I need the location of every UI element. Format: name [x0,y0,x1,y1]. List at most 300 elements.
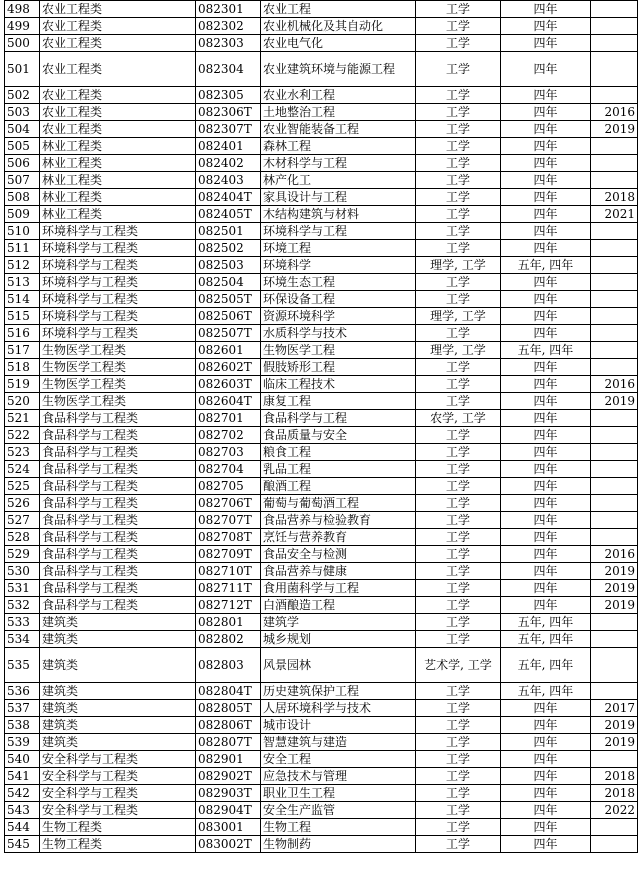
degree-cell: 工学 [416,444,501,461]
duration-cell: 四年 [501,376,591,393]
duration-cell: 四年 [501,87,591,104]
major-code-cell: 083001 [196,819,261,836]
degree-cell: 工学 [416,121,501,138]
duration-cell: 五年, 四年 [501,631,591,648]
year-added-cell [591,1,638,18]
major-name-cell: 农业工程 [261,1,416,18]
year-added-cell [591,836,638,853]
category-cell: 食品科学与工程类 [40,529,196,546]
major-code-cell: 082704 [196,461,261,478]
duration-cell: 五年, 四年 [501,648,591,683]
table-row [5,529,638,546]
degree-cell: 工学 [416,836,501,853]
major-name-cell: 职业卫生工程 [261,785,416,802]
duration-cell: 四年 [501,410,591,427]
degree-cell: 工学 [416,18,501,35]
category-cell: 食品科学与工程类 [40,563,196,580]
category-cell: 生物医学工程类 [40,393,196,410]
row-index: 508 [5,189,40,206]
row-index: 516 [5,325,40,342]
degree-cell: 工学 [416,240,501,257]
row-index: 524 [5,461,40,478]
category-cell: 建筑类 [40,700,196,717]
major-name-cell: 农业建筑环境与能源工程 [261,52,416,87]
row-index: 504 [5,121,40,138]
category-cell: 食品科学与工程类 [40,495,196,512]
year-added-cell [591,819,638,836]
category-cell: 食品科学与工程类 [40,461,196,478]
year-added-cell: 2016 [591,546,638,563]
major-name-cell: 环境科学与工程 [261,223,416,240]
table-row [5,240,638,257]
category-cell: 生物医学工程类 [40,342,196,359]
degree-cell: 理学, 工学 [416,342,501,359]
major-name-cell: 历史建筑保护工程 [261,683,416,700]
degree-cell: 工学 [416,580,501,597]
category-cell: 食品科学与工程类 [40,580,196,597]
table-row [5,359,638,376]
major-name-cell: 生物制药 [261,836,416,853]
year-added-cell [591,359,638,376]
row-index: 525 [5,478,40,495]
category-cell: 食品科学与工程类 [40,410,196,427]
major-name-cell: 城市设计 [261,717,416,734]
row-index: 507 [5,172,40,189]
row-index: 532 [5,597,40,614]
year-added-cell [591,427,638,444]
major-code-cell: 082903T [196,785,261,802]
year-added-cell [591,631,638,648]
category-cell: 农业工程类 [40,35,196,52]
major-name-cell: 风景园林 [261,648,416,683]
major-name-cell: 水质科学与技术 [261,325,416,342]
year-added-cell [591,87,638,104]
duration-cell: 四年 [501,563,591,580]
table-row [5,18,638,35]
degree-cell: 工学 [416,325,501,342]
major-code-cell: 082503 [196,257,261,274]
degree-cell: 工学 [416,104,501,121]
table-row [5,700,638,717]
duration-cell: 四年 [501,785,591,802]
duration-cell: 四年 [501,291,591,308]
major-code-cell: 082603T [196,376,261,393]
table-row [5,819,638,836]
degree-cell: 工学 [416,631,501,648]
table-row [5,172,638,189]
duration-cell: 五年, 四年 [501,683,591,700]
duration-cell: 四年 [501,325,591,342]
major-code-cell: 082306T [196,104,261,121]
degree-cell: 工学 [416,512,501,529]
duration-cell: 四年 [501,546,591,563]
table-row [5,155,638,172]
degree-cell: 工学 [416,223,501,240]
category-cell: 农业工程类 [40,1,196,18]
category-cell: 林业工程类 [40,206,196,223]
major-name-cell: 智慧建筑与建造 [261,734,416,751]
degree-cell: 工学 [416,768,501,785]
category-cell: 建筑类 [40,717,196,734]
degree-cell: 工学 [416,461,501,478]
major-code-cell: 082803 [196,648,261,683]
year-added-cell [591,683,638,700]
degree-cell: 工学 [416,206,501,223]
year-added-cell [591,18,638,35]
major-code-cell: 082712T [196,597,261,614]
row-index: 528 [5,529,40,546]
category-cell: 环境科学与工程类 [40,257,196,274]
major-name-cell: 食品安全与检测 [261,546,416,563]
category-cell: 安全科学与工程类 [40,802,196,819]
year-added-cell: 2019 [591,597,638,614]
duration-cell: 四年 [501,104,591,121]
duration-cell: 四年 [501,240,591,257]
major-code-cell: 082604T [196,393,261,410]
table-row [5,427,638,444]
year-added-cell: 2017 [591,700,638,717]
row-index: 500 [5,35,40,52]
row-index: 538 [5,717,40,734]
major-code-cell: 082802 [196,631,261,648]
row-index: 531 [5,580,40,597]
category-cell: 环境科学与工程类 [40,291,196,308]
category-cell: 环境科学与工程类 [40,223,196,240]
major-code-cell: 082806T [196,717,261,734]
duration-cell: 四年 [501,580,591,597]
category-cell: 农业工程类 [40,121,196,138]
year-added-cell [591,257,638,274]
year-added-cell [591,138,638,155]
year-added-cell [591,444,638,461]
year-added-cell [591,478,638,495]
degree-cell: 工学 [416,393,501,410]
major-name-cell: 城乡规划 [261,631,416,648]
category-cell: 环境科学与工程类 [40,308,196,325]
row-index: 537 [5,700,40,717]
row-index: 536 [5,683,40,700]
table-row [5,614,638,631]
row-index: 542 [5,785,40,802]
table-row [5,274,638,291]
major-name-cell: 环保设备工程 [261,291,416,308]
year-added-cell: 2018 [591,189,638,206]
category-cell: 生物医学工程类 [40,376,196,393]
major-code-cell: 082502 [196,240,261,257]
table-row [5,495,638,512]
table-row [5,325,638,342]
row-index: 505 [5,138,40,155]
degree-cell: 工学 [416,427,501,444]
major-code-cell: 082507T [196,325,261,342]
major-code-cell: 082901 [196,751,261,768]
year-added-cell [591,325,638,342]
major-name-cell: 食品质量与安全 [261,427,416,444]
degree-cell: 工学 [416,172,501,189]
degree-cell: 工学 [416,87,501,104]
major-code-cell: 082501 [196,223,261,240]
major-name-cell: 食品营养与检验教育 [261,512,416,529]
major-code-cell: 082405T [196,206,261,223]
category-cell: 农业工程类 [40,87,196,104]
major-name-cell: 食用菌科学与工程 [261,580,416,597]
major-name-cell: 临床工程技术 [261,376,416,393]
duration-cell: 四年 [501,308,591,325]
duration-cell: 四年 [501,18,591,35]
degree-cell: 工学 [416,189,501,206]
category-cell: 环境科学与工程类 [40,240,196,257]
category-cell: 生物工程类 [40,819,196,836]
major-code-cell: 082302 [196,18,261,35]
major-name-cell: 安全生产监管 [261,802,416,819]
major-code-cell: 082805T [196,700,261,717]
year-added-cell: 2019 [591,580,638,597]
major-name-cell: 林产化工 [261,172,416,189]
table-row [5,444,638,461]
row-index: 517 [5,342,40,359]
major-code-cell: 082404T [196,189,261,206]
category-cell: 建筑类 [40,631,196,648]
row-index: 520 [5,393,40,410]
duration-cell: 四年 [501,836,591,853]
table-row [5,478,638,495]
table-row [5,836,638,853]
category-cell: 安全科学与工程类 [40,785,196,802]
major-name-cell: 烹饪与营养教育 [261,529,416,546]
major-code-cell: 082807T [196,734,261,751]
category-cell: 林业工程类 [40,138,196,155]
major-name-cell: 建筑学 [261,614,416,631]
row-index: 526 [5,495,40,512]
table-row [5,461,638,478]
category-cell: 建筑类 [40,614,196,631]
table-row [5,257,638,274]
major-name-cell: 木结构建筑与材料 [261,206,416,223]
row-index: 515 [5,308,40,325]
row-index: 511 [5,240,40,257]
major-name-cell: 乳品工程 [261,461,416,478]
category-cell: 林业工程类 [40,172,196,189]
degree-cell: 工学 [416,1,501,18]
duration-cell: 四年 [501,35,591,52]
year-added-cell [591,461,638,478]
duration-cell: 四年 [501,734,591,751]
major-code-cell: 082702 [196,427,261,444]
major-code-cell: 082504 [196,274,261,291]
major-code-cell: 082705 [196,478,261,495]
duration-cell: 四年 [501,427,591,444]
major-name-cell: 食品科学与工程 [261,410,416,427]
table-row [5,546,638,563]
table-row [5,802,638,819]
duration-cell: 四年 [501,819,591,836]
category-cell: 食品科学与工程类 [40,546,196,563]
major-code-cell: 082601 [196,342,261,359]
degree-cell: 工学 [416,529,501,546]
degree-cell: 工学 [416,478,501,495]
major-name-cell: 康复工程 [261,393,416,410]
table-row [5,648,638,683]
major-name-cell: 生物医学工程 [261,342,416,359]
year-added-cell: 2019 [591,393,638,410]
year-added-cell [591,35,638,52]
table-row [5,580,638,597]
degree-cell: 工学 [416,359,501,376]
degree-cell: 理学, 工学 [416,308,501,325]
duration-cell: 四年 [501,597,591,614]
category-cell: 生物工程类 [40,836,196,853]
table-row [5,223,638,240]
table-row [5,104,638,121]
category-cell: 环境科学与工程类 [40,325,196,342]
degree-cell: 工学 [416,563,501,580]
major-code-cell: 082403 [196,172,261,189]
row-index: 534 [5,631,40,648]
duration-cell: 四年 [501,206,591,223]
duration-cell: 四年 [501,802,591,819]
major-code-cell: 082506T [196,308,261,325]
table-row [5,342,638,359]
duration-cell: 四年 [501,512,591,529]
degree-cell: 工学 [416,274,501,291]
row-index: 514 [5,291,40,308]
category-cell: 农业工程类 [40,104,196,121]
table-row [5,717,638,734]
year-added-cell: 2016 [591,376,638,393]
year-added-cell: 2019 [591,121,638,138]
duration-cell: 四年 [501,717,591,734]
category-cell: 生物医学工程类 [40,359,196,376]
row-index: 513 [5,274,40,291]
row-index: 518 [5,359,40,376]
major-name-cell: 农业智能装备工程 [261,121,416,138]
major-name-cell: 粮食工程 [261,444,416,461]
table-row [5,87,638,104]
year-added-cell [591,512,638,529]
row-index: 545 [5,836,40,853]
year-added-cell [591,240,638,257]
table-row [5,189,638,206]
table-row [5,291,638,308]
category-cell: 农业工程类 [40,18,196,35]
year-added-cell [591,52,638,87]
duration-cell: 四年 [501,495,591,512]
duration-cell: 四年 [501,478,591,495]
category-cell: 食品科学与工程类 [40,444,196,461]
major-name-cell: 资源环境科学 [261,308,416,325]
major-name-cell: 假肢矫形工程 [261,359,416,376]
row-index: 530 [5,563,40,580]
category-cell: 林业工程类 [40,189,196,206]
table-row [5,52,638,87]
row-index: 498 [5,1,40,18]
row-index: 499 [5,18,40,35]
row-index: 502 [5,87,40,104]
year-added-cell: 2019 [591,563,638,580]
major-code-cell: 082709T [196,546,261,563]
degree-cell: 理学, 工学 [416,257,501,274]
degree-cell: 工学 [416,35,501,52]
degree-cell: 工学 [416,785,501,802]
row-index: 510 [5,223,40,240]
degree-cell: 工学 [416,751,501,768]
duration-cell: 四年 [501,700,591,717]
row-index: 521 [5,410,40,427]
row-index: 543 [5,802,40,819]
row-index: 522 [5,427,40,444]
row-index: 519 [5,376,40,393]
major-name-cell: 农业机械化及其自动化 [261,18,416,35]
major-name-cell: 酿酒工程 [261,478,416,495]
category-cell: 食品科学与工程类 [40,512,196,529]
duration-cell: 四年 [501,751,591,768]
major-name-cell: 土地整治工程 [261,104,416,121]
degree-cell: 工学 [416,52,501,87]
year-added-cell [591,342,638,359]
row-index: 512 [5,257,40,274]
degree-cell: 工学 [416,291,501,308]
year-added-cell: 2022 [591,802,638,819]
duration-cell: 四年 [501,444,591,461]
duration-cell: 四年 [501,155,591,172]
table-row [5,121,638,138]
degree-cell: 工学 [416,700,501,717]
major-name-cell: 农业电气化 [261,35,416,52]
row-index: 523 [5,444,40,461]
major-code-cell: 082303 [196,35,261,52]
major-code-cell: 082804T [196,683,261,700]
row-index: 529 [5,546,40,563]
category-cell: 食品科学与工程类 [40,427,196,444]
year-added-cell [591,155,638,172]
duration-cell: 四年 [501,768,591,785]
year-added-cell [591,223,638,240]
degree-cell: 工学 [416,597,501,614]
duration-cell: 四年 [501,529,591,546]
table-row [5,597,638,614]
row-index: 544 [5,819,40,836]
degree-cell: 工学 [416,138,501,155]
year-added-cell: 2021 [591,206,638,223]
category-cell: 环境科学与工程类 [40,274,196,291]
major-name-cell: 白酒酿造工程 [261,597,416,614]
row-index: 503 [5,104,40,121]
year-added-cell [591,495,638,512]
row-index: 533 [5,614,40,631]
row-index: 535 [5,648,40,683]
degree-cell: 工学 [416,683,501,700]
degree-cell: 工学 [416,546,501,563]
major-code-cell: 083002T [196,836,261,853]
year-added-cell: 2018 [591,785,638,802]
major-name-cell: 家具设计与工程 [261,189,416,206]
major-name-cell: 农业水利工程 [261,87,416,104]
major-code-cell: 082703 [196,444,261,461]
major-code-cell: 082305 [196,87,261,104]
year-added-cell: 2016 [591,104,638,121]
major-name-cell: 环境生态工程 [261,274,416,291]
table-row [5,768,638,785]
duration-cell: 四年 [501,223,591,240]
table-row [5,683,638,700]
major-name-cell: 生物工程 [261,819,416,836]
table-row [5,734,638,751]
degree-cell: 工学 [416,819,501,836]
major-code-cell: 082711T [196,580,261,597]
year-added-cell [591,410,638,427]
duration-cell: 四年 [501,1,591,18]
major-name-cell: 安全工程 [261,751,416,768]
